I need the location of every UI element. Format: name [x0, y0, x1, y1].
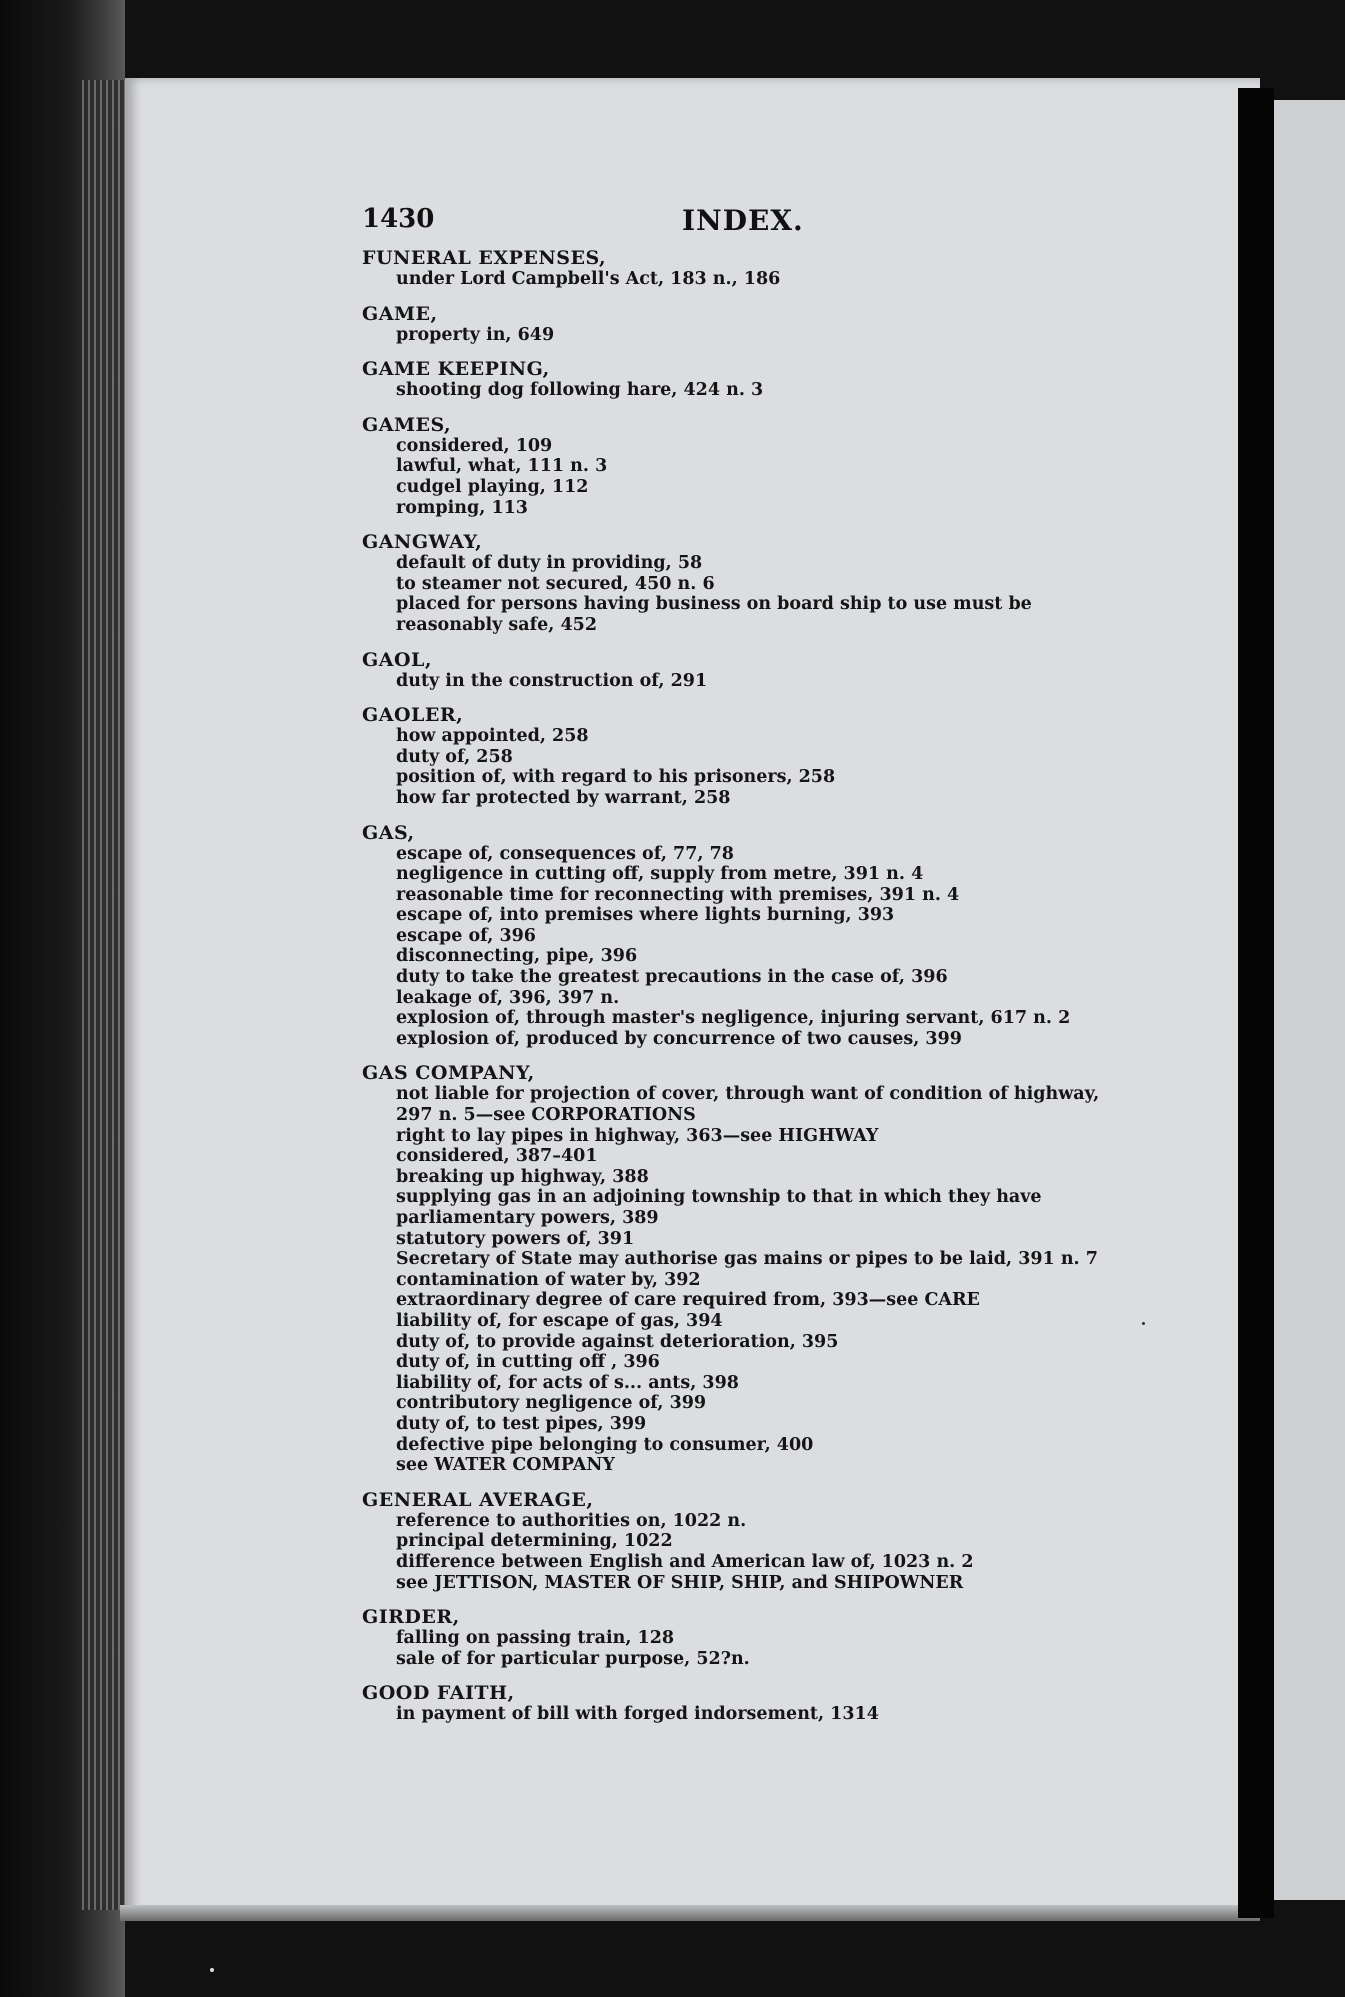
index-entry: [362, 704, 1122, 808]
facing-page-edge: [1274, 100, 1345, 1900]
entry-subheading: negligence in cutting off, supply from metre, 391 n. 4: [396, 864, 924, 885]
entry-subheading: breaking up highway, 388: [396, 1166, 649, 1187]
entry-subheading: explosion of, produced by concurrence of two causes, 399: [396, 1028, 962, 1049]
index-entry: [362, 414, 1122, 518]
entry-subheading: considered, 387–401: [396, 1146, 598, 1167]
index-entry: [362, 822, 1122, 1050]
entry-subheading: defective pipe belonging to consumer, 400: [396, 1434, 814, 1455]
entry-subheading: escape of, 396: [396, 925, 536, 946]
entry-heading: GAOL,: [362, 648, 432, 671]
page-header: [362, 204, 804, 240]
entry-subheading: romping, 113: [396, 497, 528, 518]
entry-heading: GAS COMPANY,: [362, 1062, 535, 1085]
page-bottom-edge: [120, 1905, 1260, 1921]
entry-heading: GANGWAY,: [362, 531, 483, 554]
entry-subheading: not liable for projection of cover, through want of condition of highway, 297 n. 5—see CORPORATIONS: [396, 1084, 1100, 1126]
entry-subheading: liability of, for escape of gas, 394: [396, 1310, 723, 1331]
entry-subheading: under Lord Campbell's Act, 183 n., 186: [396, 269, 781, 289]
entry-subheading: principal determining, 1022: [396, 1531, 673, 1552]
entry-subheading: to steamer not secured, 450 n. 6: [396, 573, 715, 594]
entry-subheading: cudgel playing, 112: [396, 476, 589, 497]
book-binding-edge: [82, 80, 130, 1910]
entry-subheading: duty of, to provide against deterioration, 395: [396, 1331, 839, 1352]
entry-subheading: duty in the construction of, 291: [396, 670, 708, 691]
index-entry: [362, 531, 1122, 635]
index-entry: [362, 1606, 1122, 1669]
scan-speck: [1142, 1322, 1145, 1325]
entry-subheading: escape of, into premises where lights burning, 393: [396, 905, 895, 926]
entry-subheading: leakage of, 396, 397 n.: [396, 987, 620, 1008]
entry-subheading: how appointed, 258: [396, 726, 589, 747]
index-entry: [362, 1489, 1122, 1593]
scan-speck: [210, 1968, 214, 1972]
entry-subheading: sale of for particular purpose, 52?n.: [396, 1648, 750, 1669]
entry-subheading: duty of, 258: [396, 746, 513, 767]
entry-subheading: duty of, in cutting off , 396: [396, 1352, 660, 1373]
entry-heading: GAME KEEPING,: [362, 358, 550, 381]
entry-heading: GENERAL AVERAGE,: [362, 1488, 594, 1511]
entry-subheading: right to lay pipes in highway, 363—see HIGHWAY: [396, 1125, 879, 1146]
entry-heading: GAS,: [362, 821, 415, 844]
entry-heading: GAME,: [362, 302, 438, 325]
index-entries: [362, 247, 1122, 1738]
entry-subheading: duty of, to test pipes, 399: [396, 1413, 647, 1434]
entry-subheading: default of duty in providing, 58: [396, 553, 703, 574]
entry-heading: GAMES,: [362, 413, 452, 436]
entry-subheading: position of, with regard to his prisoners, 258: [396, 767, 836, 788]
entry-subheading: statutory powers of, 391: [396, 1228, 635, 1249]
running-head: INDEX.: [682, 204, 804, 237]
entry-subheading: see WATER COMPANY: [396, 1455, 615, 1476]
entry-subheading: explosion of, through master's negligence, injuring servant, 617 n. 2: [396, 1008, 1071, 1029]
entry-subheading: reasonable time for reconnecting with premises, 391 n. 4: [396, 884, 960, 905]
entry-heading: GAOLER,: [362, 704, 464, 727]
entry-subheading: considered, 109: [396, 435, 553, 456]
entry-subheading: property in, 649: [396, 324, 555, 345]
entry-subheading: duty to take the greatest precautions in the case of, 396: [396, 967, 948, 988]
entry-subheading: see JETTISON, MASTER OF SHIP, SHIP, and SHIPOWNER: [396, 1572, 964, 1593]
entry-subheading: contamination of water by, 392: [396, 1269, 701, 1290]
entry-subheading: Secretary of State may authorise gas mains or pipes to be laid, 391 n. 7: [396, 1249, 1098, 1270]
entry-heading: GIRDER,: [362, 1606, 460, 1629]
entry-subheading: how far protected by warrant, 258: [396, 787, 731, 808]
entry-subheading: lawful, what, 111 n. 3: [396, 456, 608, 477]
entry-subheading: supplying gas in an adjoining township to that in which they have parliamentary powers, 389: [396, 1187, 1042, 1228]
entry-subheading: contributory negligence of, 399: [396, 1393, 707, 1414]
entry-subheading: disconnecting, pipe, 396: [396, 946, 638, 967]
entry-subheading: escape of, consequences of, 77, 78: [396, 843, 734, 864]
entry-subheading: placed for persons having business on board ship to use must be reasonably safe, 452: [396, 594, 1032, 635]
entry-heading: GOOD FAITH,: [362, 1682, 515, 1705]
index-entry: [362, 303, 1122, 346]
index-entry: [362, 649, 1122, 692]
entry-subheading: shooting dog following hare, 424 n. 3: [396, 380, 764, 401]
gutter-shadow: [1238, 88, 1274, 1918]
entry-heading: FUNERAL EXPENSES,: [362, 247, 607, 269]
page-number: 1430: [362, 204, 435, 234]
entry-subheading: difference between English and American law of, 1023 n. 2: [396, 1551, 974, 1572]
index-entry: [362, 1062, 1122, 1475]
index-entry: [362, 1682, 1122, 1725]
entry-subheading: liability of, for acts of s... ants, 398: [396, 1372, 739, 1393]
entry-subheading: falling on passing train, 128: [396, 1628, 675, 1649]
entry-subheading: extraordinary degree of care required from, 393—see CARE: [396, 1290, 980, 1311]
index-entry: [362, 247, 1122, 290]
entry-subheading: reference to authorities on, 1022 n.: [396, 1510, 747, 1531]
entry-subheading: in payment of bill with forged indorsement, 1314: [396, 1704, 879, 1725]
index-entry: [362, 358, 1122, 401]
